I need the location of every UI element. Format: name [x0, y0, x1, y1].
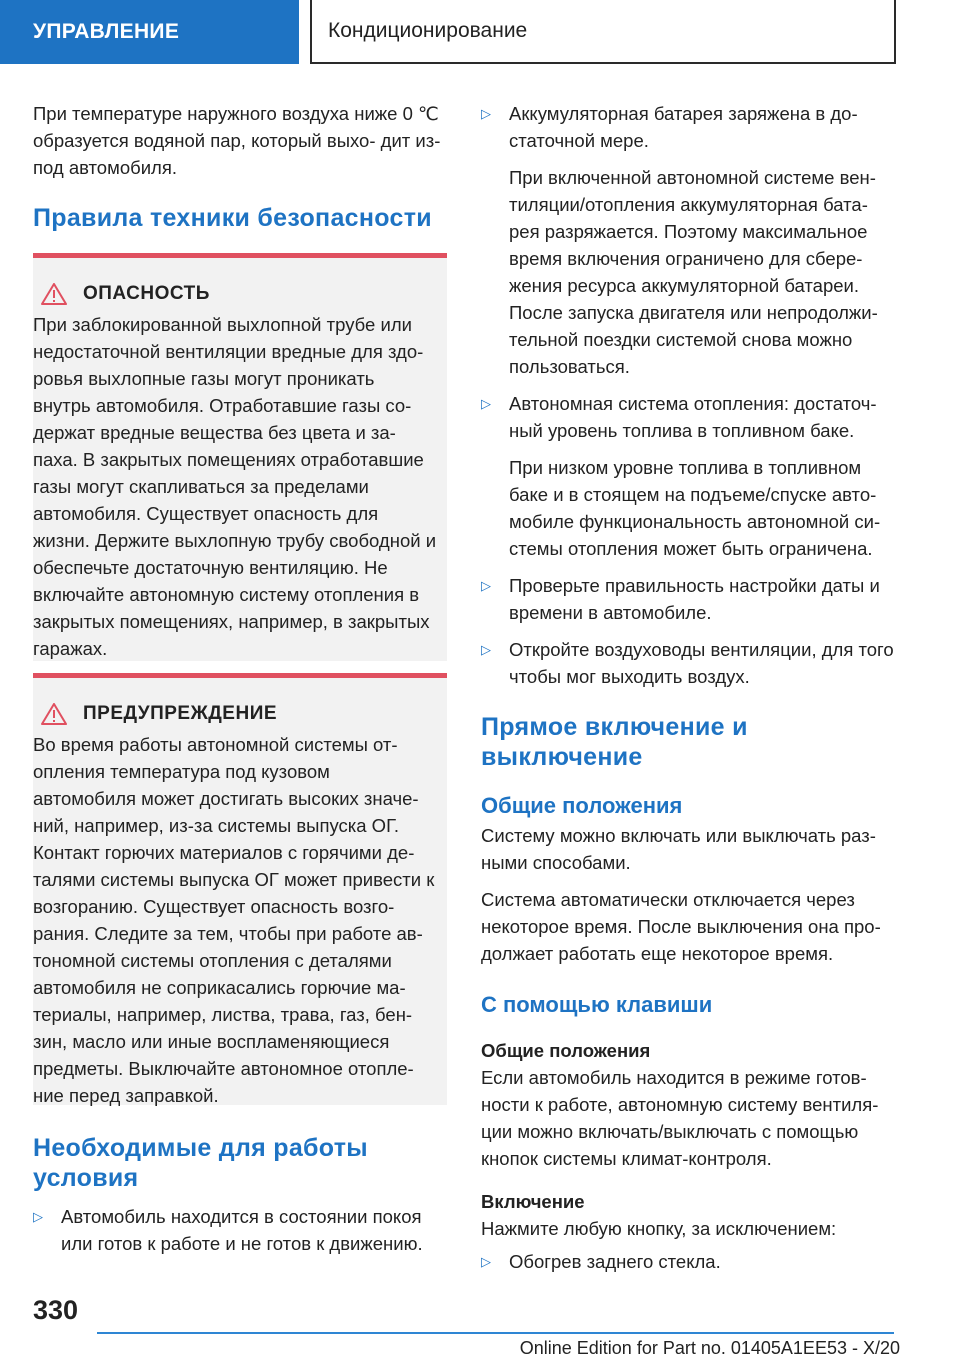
conditions-heading: Необходимые для работы условия	[33, 1134, 368, 1192]
bullet-triangle-icon: ▷	[481, 106, 491, 121]
danger-text: При заблокированной выхлопной трубе или недостаточной вентиляции вредные для здо‐ ровья выхлопные газы могут проникать внутрь автомобиля. Отработавшие газы со‐ держат вредные вещества без цвета и за‐ паха. В закрытых помещениях отработавшие газы могут скапливаться за пределами автомобиля. Существует опасность для жизни. Держите выхлопную трубу свободной и обеспечьте достаточную вентиляцию. Не включайте автономную систему отопления в закрытых помещениях, например, в закрытых гаражах.	[33, 314, 437, 659]
direct-heading: Прямое включение и выключение	[481, 713, 748, 771]
danger-title: ОПАСНОСТЬ	[83, 283, 210, 304]
list-item	[481, 100, 901, 380]
chapter-tab	[0, 0, 299, 64]
danger-box	[33, 253, 447, 661]
general-paragraph-2: Система автоматически отключается через некоторое время. После выключения она про‐ должает работать еще некоторое время.	[481, 889, 881, 964]
footer-divider	[97, 1332, 894, 1334]
bullet-triangle-icon: ▷	[481, 396, 491, 411]
danger-title-row	[33, 280, 437, 307]
list-item	[481, 636, 901, 690]
bullet-text: Автомобиль находится в состоянии покоя или готов к работе и не готов к движению.	[61, 1206, 423, 1254]
bullet-triangle-icon: ▷	[481, 578, 491, 593]
warning-triangle-icon	[41, 703, 67, 725]
bullet-triangle-icon: ▷	[33, 1209, 43, 1224]
list-item	[33, 1203, 447, 1257]
button-heading: С помощью клавиши	[481, 992, 713, 1017]
warning-text: Во время работы автономной системы от‐ опления температура под кузовом автомобиля может достигать высоких значе‐ ний, например, из-за системы выпуска ОГ. Контакт горючих материалов с горячими де‐ талями системы выпуска ОГ может привести к возгоранию. Существует опасность возго‐ рания. Следите за тем, чтобы при работе ав‐ тономной системы отопления с деталями автомобиля не соприкасались горючие ма‐ териалы, например, листва, трава, газ, бен‐ зин, масло или иные воспламеняющиеся предметы. Выключайте автономное отопле‐ ние перед заправкой.	[33, 734, 435, 1106]
intro-paragraph: При температуре наружного воздуха ниже 0 ℃ образуется водяной пар, который выхо‐ дит из-под автомобиля.	[33, 103, 441, 178]
button-general-text: Если автомобиль находится в режиме готов‐ ности к работе, автономную систему вентиля‐ ции можно включать/выключать с помощью кнопок системы климат-контроля.	[481, 1067, 879, 1169]
safety-heading: Правила техники безопасности	[33, 204, 432, 232]
general-heading: Общие положения	[481, 793, 683, 818]
warning-title-row	[33, 700, 437, 727]
section-title: Кондиционирование	[328, 19, 528, 42]
bullet-note: При включенной автономной системе вен‐ тиляции/отопления аккумуляторная бата‐ рея разряжается. Поэтому максимальное время включения ограничено для сбере‐ жения ресурса аккумуляторной батареи. После запуска двигателя или непродолжи‐ тельной поездки системой снова можно пользоваться.	[509, 167, 878, 377]
chapter-title: УПРАВЛЕНИЕ	[33, 20, 180, 43]
right-column	[481, 100, 901, 1275]
button-general-heading: Общие положения	[481, 1040, 651, 1061]
on-heading: Включение	[481, 1191, 585, 1212]
list-item	[481, 390, 901, 562]
warning-box	[33, 673, 447, 1105]
page-number: 330	[33, 1295, 79, 1325]
bullet-text: Откройте воздуховоды вентиляции, для того чтобы мог выходить воздух.	[509, 639, 894, 687]
section-header	[310, 0, 896, 64]
bullet-note: При низком уровне топлива в топливном баке и в стоящем на подъеме/спуске авто‐ мобиле функциональность автономной си‐ стемы отопления может быть ограничена.	[509, 457, 881, 559]
warning-triangle-icon	[41, 283, 67, 305]
list-item	[481, 1248, 901, 1275]
bullet-text: Аккумуляторная батарея заряжена в до‐ статочной мере.	[509, 103, 858, 151]
general-paragraph-1: Систему можно включать или выключать раз‐ ными способами.	[481, 825, 876, 873]
bullet-text: Проверьте правильность настройки даты и времени в автомобиле.	[509, 575, 880, 623]
bullet-triangle-icon: ▷	[481, 642, 491, 657]
left-column	[33, 100, 447, 1257]
on-text: Нажмите любую кнопку, за исключением:	[481, 1218, 837, 1239]
warning-title: ПРЕДУПРЕЖДЕНИЕ	[83, 703, 278, 724]
edition-note: Online Edition for Part no. 01405A1EE53 - X/20	[519, 1338, 900, 1358]
bullet-text: Обогрев заднего стекла.	[509, 1251, 721, 1272]
bullet-triangle-icon: ▷	[481, 1254, 491, 1269]
bullet-text: Автономная система отопления: достаточ‐ ный уровень топлива в топливном баке.	[509, 393, 877, 441]
list-item	[481, 572, 901, 626]
